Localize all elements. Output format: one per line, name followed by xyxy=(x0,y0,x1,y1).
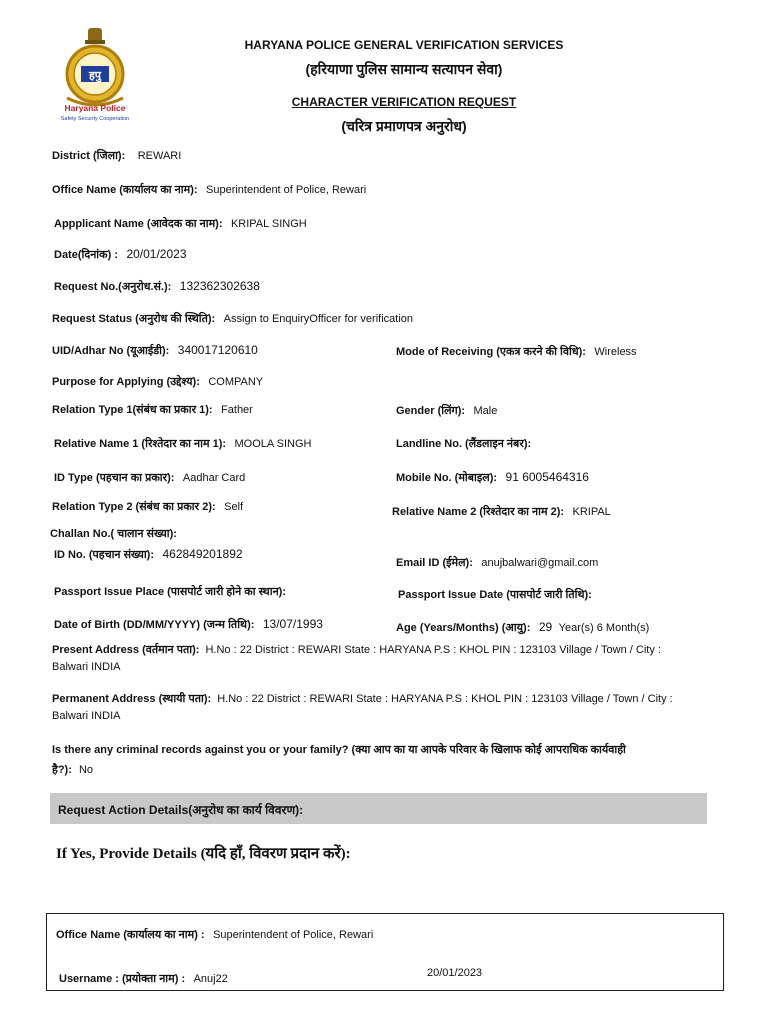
if-yes-provide-details: If Yes, Provide Details (यदि हाँ, विवरण प्रदान करें): xyxy=(56,846,351,862)
purpose-value: COMPANY xyxy=(208,376,264,388)
district-label: District (जिला): xyxy=(52,150,126,162)
request-action-details-heading: Request Action Details(अनुरोध का कार्य विवरण): xyxy=(58,803,304,817)
request-no-label: Request No.(अनुरोध.सं.): xyxy=(54,281,172,293)
footer-office-label: Office Name (कार्यालय का नाम) : xyxy=(56,929,205,941)
request-status-label: Request Status (अनुरोध की स्थिति): xyxy=(52,313,216,325)
landline-row xyxy=(396,434,535,452)
challan-row xyxy=(50,524,181,542)
subtitle-hindi: (चरित्र प्रमाणपत्र अनुरोध) xyxy=(341,118,467,134)
criminal-records-question-end: है?): xyxy=(52,764,72,776)
age-rest: Year(s) 6 Month(s) xyxy=(558,622,650,634)
request-no-value: 132362302638 xyxy=(179,279,260,293)
passport-place-row xyxy=(54,582,290,600)
date-value: 20/01/2023 xyxy=(126,247,187,261)
dob-value: 13/07/1993 xyxy=(262,617,323,631)
id-no-row xyxy=(54,545,243,563)
relation-type-2-value: Self xyxy=(224,501,244,513)
id-no-value: 462849201892 xyxy=(162,547,243,561)
relation-type-2-label: Relation Type 2 (संबंध का प्रकार 2): xyxy=(52,501,216,513)
passport-date-label: Passport Issue Date (पासपोर्ट जारी तिथि): xyxy=(398,589,592,601)
passport-place-label: Passport Issue Place (पासपोर्ट जारी होने का स्थान): xyxy=(54,586,286,598)
criminal-records-question: Is there any criminal records against you or your family? (क्या आप का या आपके परिवार के खिलाफ कोई आपराधिक कार्यवाही xyxy=(52,744,626,756)
passport-date-row xyxy=(398,585,596,603)
uid-row xyxy=(52,341,258,359)
request-action-details-bar xyxy=(50,793,707,824)
id-no-label: ID No. (पहचान संख्या): xyxy=(54,549,155,561)
footer-username-value: Anuj22 xyxy=(193,973,228,985)
relation-type-2-row xyxy=(52,497,243,515)
mode-of-receiving-label: Mode of Receiving (एकत्र करने की विधि): xyxy=(396,346,586,358)
id-type-row xyxy=(54,468,245,486)
svg-text:हपु: हपु xyxy=(88,69,102,82)
purpose-label: Purpose for Applying (उद्देश्य): xyxy=(52,376,200,388)
email-value: anujbalwari@gmail.com xyxy=(481,557,599,569)
mobile-row xyxy=(396,468,589,486)
relative-name-1-row xyxy=(54,434,312,452)
id-type-value: Aadhar Card xyxy=(182,472,246,484)
office-name-label: Office Name (कार्यालय का नाम): xyxy=(52,184,198,196)
applicant-name-value: KRIPAL SINGH xyxy=(230,218,307,230)
challan-label: Challan No.( चालान संख्या): xyxy=(50,528,177,540)
relative-name-1-label: Relative Name 1 (रिश्तेदार का नाम 1): xyxy=(54,438,227,450)
email-row xyxy=(396,553,598,571)
applicant-name-label: Appplicant Name (आवेदक का नाम): xyxy=(54,218,223,230)
age-row xyxy=(396,618,649,636)
gender-row xyxy=(396,401,497,419)
relative-name-2-value: KRIPAL xyxy=(572,506,611,518)
district-value: REWARI xyxy=(137,150,182,162)
present-address-line1: H.No : 22 District : REWARI State : HARYANA P.S : KHOL PIN : 123103 Village / Town / City : xyxy=(205,644,661,656)
footer-box xyxy=(46,913,724,991)
landline-label: Landline No. (लैंडलाइन नंबर): xyxy=(396,438,532,450)
gender-label: Gender (लिंग): xyxy=(396,405,466,417)
criminal-records-value: No xyxy=(78,764,94,776)
relation-type-1-row xyxy=(52,400,253,418)
footer-username-label: Username : (प्रयोक्ता नाम) : xyxy=(59,973,186,985)
mode-of-receiving-value: Wireless xyxy=(594,346,637,358)
permanent-address-line2: Balwari INDIA xyxy=(52,710,121,722)
id-type-label: ID Type (पहचान का प्रकार): xyxy=(54,472,175,484)
footer-username-row xyxy=(59,969,228,987)
footer-office-row xyxy=(56,925,373,943)
title-hindi: (हरियाणा पुलिस सामान्य सत्यापन सेवा) xyxy=(305,61,503,77)
relative-name-2-row xyxy=(392,502,611,520)
office-name-row xyxy=(52,180,366,198)
subtitle-english: CHARACTER VERIFICATION REQUEST xyxy=(291,95,517,109)
svg-text:Safety Security Cooperation: Safety Security Cooperation xyxy=(60,116,130,122)
uid-label: UID/Adhar No (यूआईडी): xyxy=(52,345,170,357)
present-address-label: Present Address (वर्तमान पता): xyxy=(52,644,200,656)
relation-type-1-label: Relation Type 1(संबंध का प्रकार 1): xyxy=(52,404,213,416)
title-english: HARYANA POLICE GENERAL VERIFICATION SERVICES xyxy=(244,38,564,52)
relative-name-2-label: Relative Name 2 (रिश्तेदार का नाम 2): xyxy=(392,506,565,518)
request-status-value: Assign to EnquiryOfficer for verification xyxy=(223,313,413,325)
date-row xyxy=(54,245,187,263)
mobile-label: Mobile No. (मोबाइल): xyxy=(396,472,498,484)
applicant-name-row xyxy=(54,214,307,232)
permanent-address-label: Permanent Address (स्थायी पता): xyxy=(52,693,212,705)
criminal-records-block xyxy=(52,740,714,780)
district-row xyxy=(52,146,181,164)
date-label: Date(दिनांक) : xyxy=(54,249,118,261)
relative-name-1-value: MOOLA SINGH xyxy=(234,438,312,450)
uid-value: 340017120610 xyxy=(177,343,258,357)
request-status-row xyxy=(52,309,413,327)
present-address-line2: Balwari INDIA xyxy=(52,661,121,673)
dob-row xyxy=(54,615,323,633)
gender-value: Male xyxy=(473,405,498,417)
permanent-address-block xyxy=(52,691,712,725)
svg-text:Haryana Police: Haryana Police xyxy=(64,103,126,113)
age-label: Age (Years/Months) (आयु): xyxy=(396,622,531,634)
mobile-value: 91 6005464316 xyxy=(505,470,589,484)
email-label: Email ID (ईमेल): xyxy=(396,557,473,569)
mode-of-receiving-row xyxy=(396,342,637,360)
office-name-value: Superintendent of Police, Rewari xyxy=(206,184,367,196)
present-address-block xyxy=(52,642,712,676)
footer-date: 20/01/2023 xyxy=(427,967,483,979)
relation-type-1-value: Father xyxy=(221,404,253,416)
permanent-address-line1: H.No : 22 District : REWARI State : HARYANA P.S : KHOL PIN : 123103 Village / Town / City : xyxy=(217,693,673,705)
dob-label: Date of Birth (DD/MM/YYYY) (जन्म तिथि): xyxy=(54,619,255,631)
age-number: 29 xyxy=(538,620,553,634)
purpose-row xyxy=(52,372,263,390)
footer-office-value: Superintendent of Police, Rewari xyxy=(213,929,374,941)
request-no-row xyxy=(54,277,260,295)
